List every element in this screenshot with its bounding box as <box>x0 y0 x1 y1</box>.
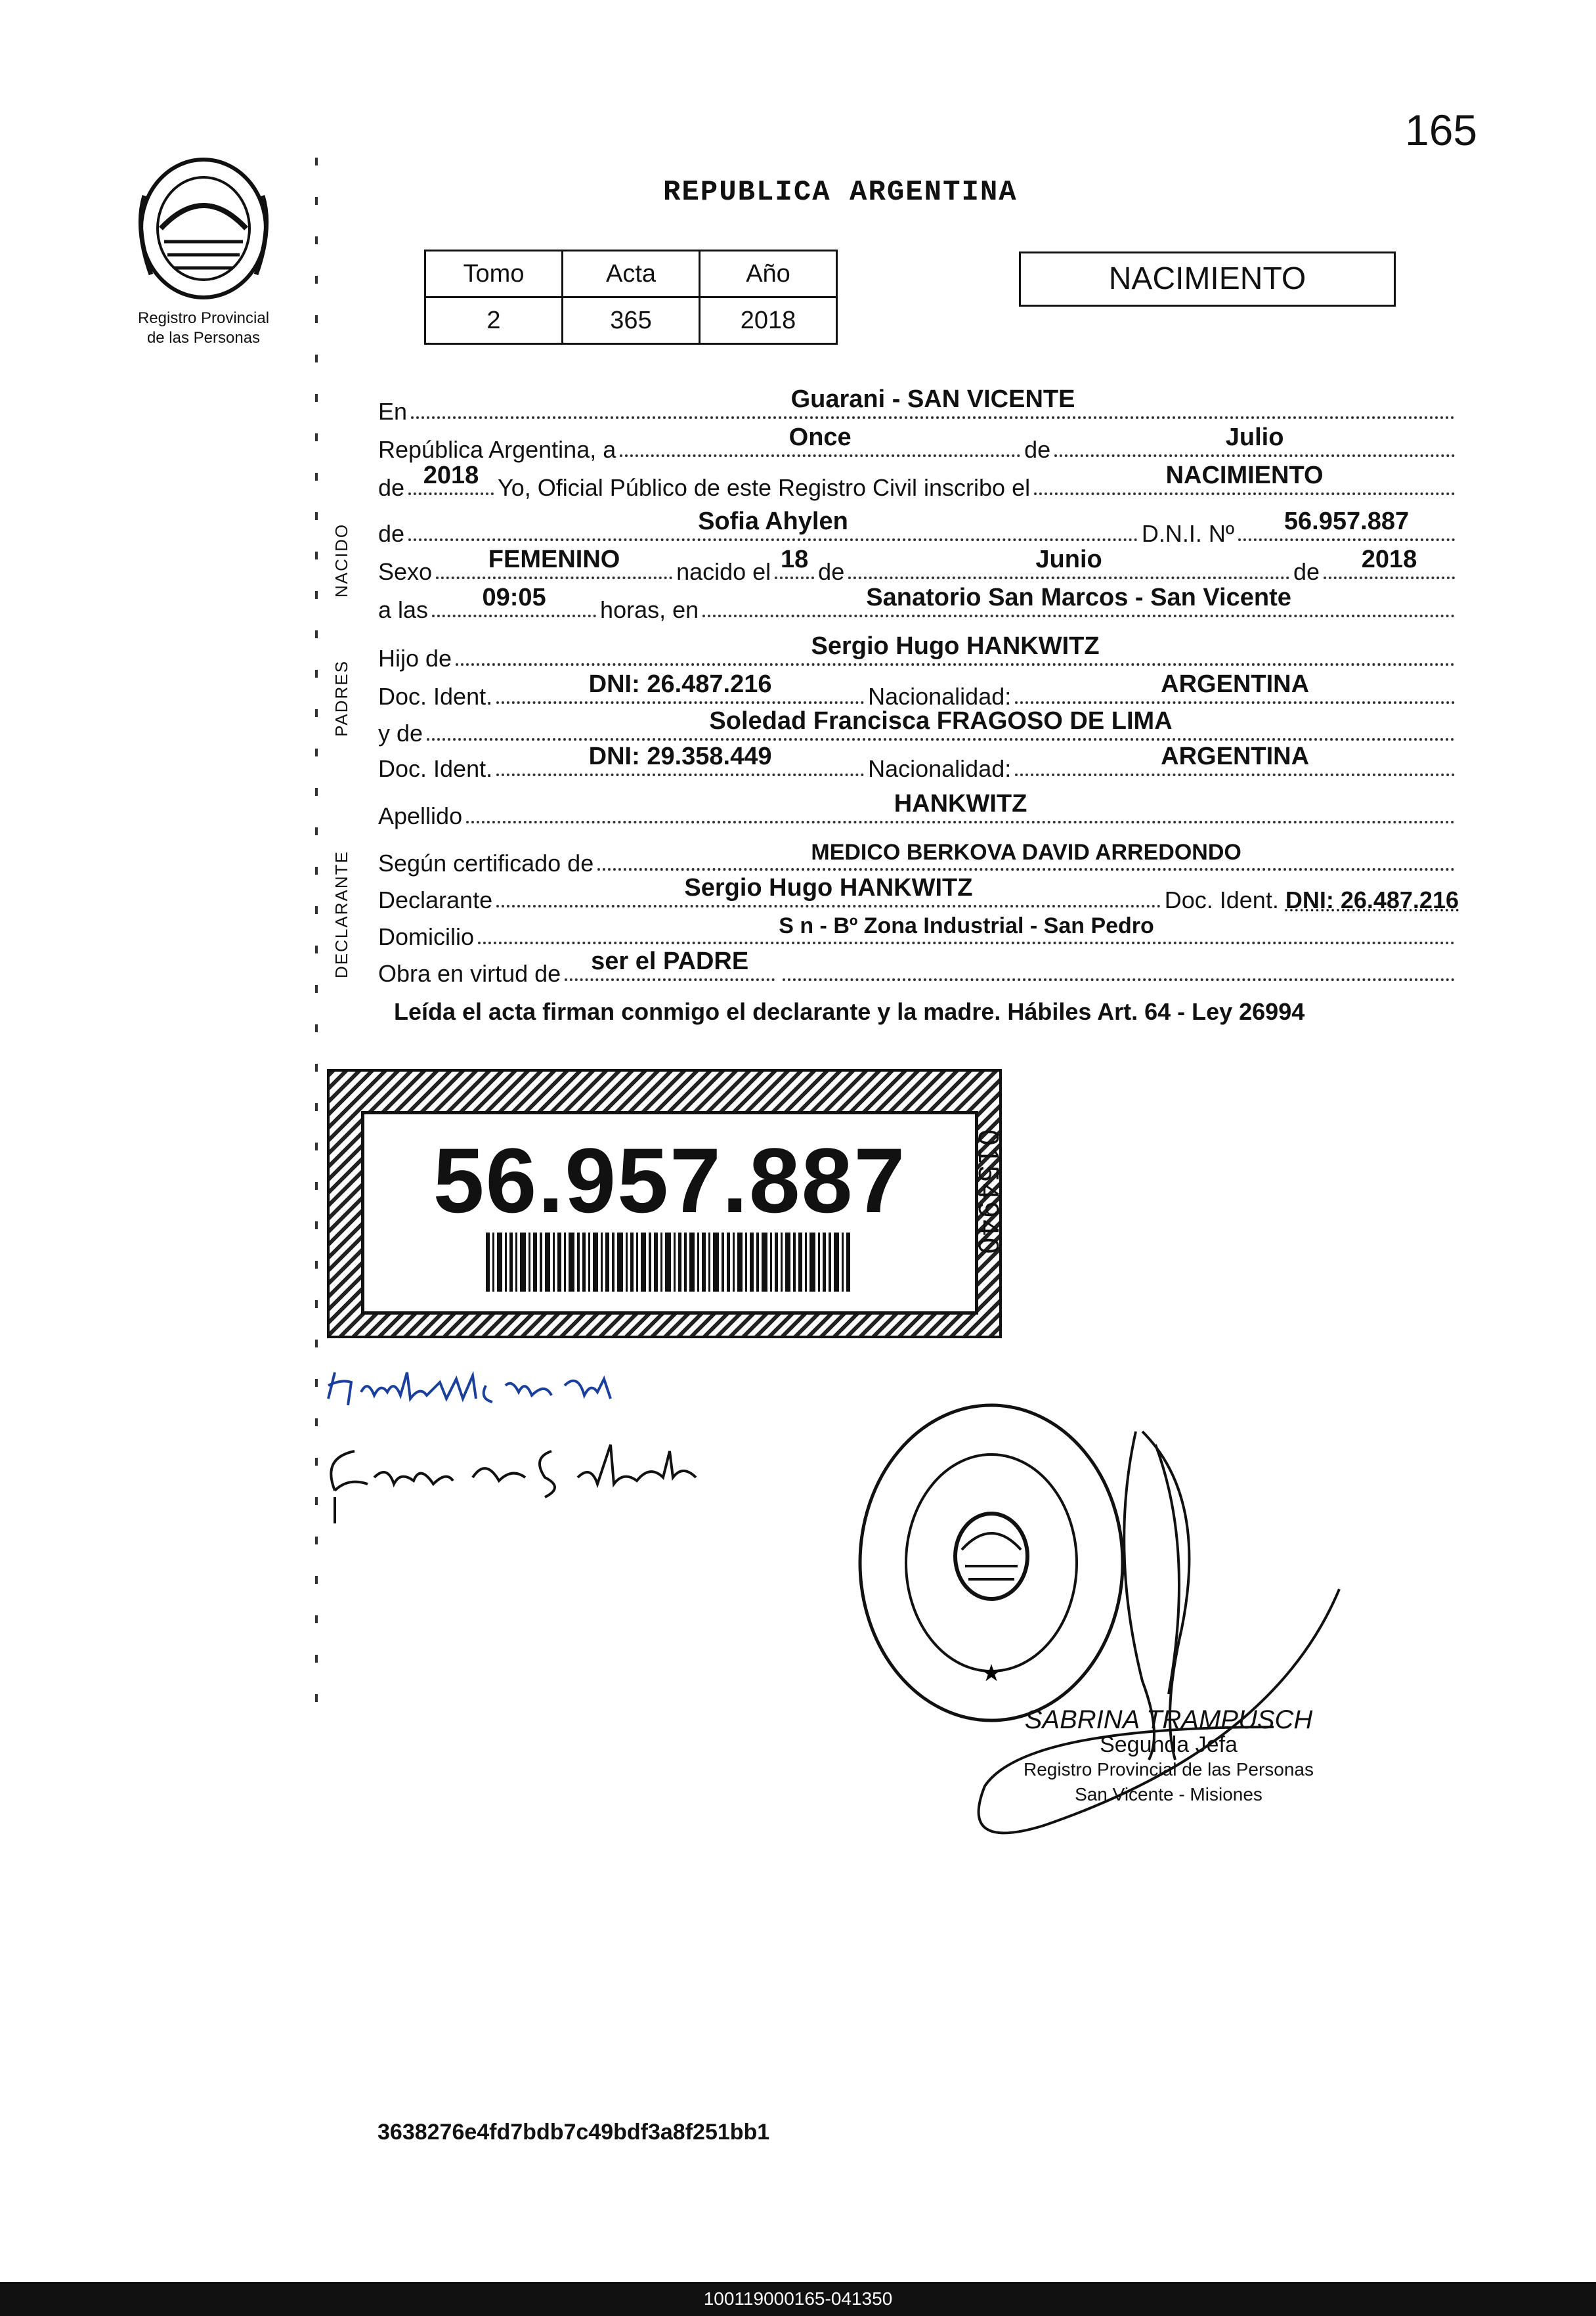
label-declarant: Declarante <box>378 886 493 913</box>
register-value-row <box>425 297 837 344</box>
value-month: Julio <box>1225 424 1284 451</box>
dni-sticker-serial: 0154940 <box>972 1129 1004 1256</box>
dni-sticker <box>327 1069 1002 1338</box>
line-mother-doc <box>378 745 1459 783</box>
margin-tick <box>315 1458 318 1466</box>
margin-tick <box>315 709 318 717</box>
label-father-doc: Doc. Ident. <box>378 683 493 710</box>
margin-tick <box>315 394 318 402</box>
document-title: REPUBLICA ARGENTINA <box>663 176 1018 209</box>
value-mother-nationality: ARGENTINA <box>1161 743 1310 770</box>
margin-tick <box>315 473 318 481</box>
line-time <box>378 586 1459 624</box>
margin-tick <box>315 1655 318 1663</box>
value-mother: Soledad Francisca FRAGOSO DE LIMA <box>709 707 1173 735</box>
signatures-father-mother <box>315 1346 775 1530</box>
margin-tick <box>315 197 318 205</box>
registry-line-1: Registro Provincial <box>137 309 270 327</box>
label-republic: República Argentina, a <box>378 436 616 463</box>
margin-tick <box>315 355 318 362</box>
official-signature <box>945 1418 1352 1891</box>
value-place: Guarani - SAN VICENTE <box>790 385 1075 413</box>
label-mother: y de <box>378 720 423 747</box>
value-year: 2018 <box>423 462 479 489</box>
value-birth-month: Junio <box>1035 546 1102 573</box>
label-sex: Sexo <box>378 558 433 585</box>
label-declarant-doc: Doc. Ident. <box>1164 886 1279 913</box>
line-date <box>378 426 1459 464</box>
value-certificate: MEDICO BERKOVA DAVID ARREDONDO <box>811 840 1241 865</box>
margin-tick <box>315 158 318 165</box>
margin-tick <box>315 433 318 441</box>
margin-tick <box>315 236 318 244</box>
value-surname: HANKWITZ <box>894 790 1027 818</box>
margin-tick <box>315 591 318 599</box>
official-city: San Vicente - Misiones <box>1075 1784 1262 1804</box>
margin-tick <box>315 1182 318 1190</box>
margin-tick <box>315 630 318 638</box>
margin-tick <box>315 827 318 835</box>
value-declarant-doc: DNI: 26.487.216 <box>1285 886 1459 913</box>
document-hash: 3638276e4fd7bdb7c49bdf3a8f251bb1 <box>377 2120 770 2145</box>
margin-tick <box>315 1300 318 1308</box>
margin-tick <box>315 1261 318 1269</box>
side-label-parents: PADRES <box>332 660 351 737</box>
margin-tick <box>315 1537 318 1544</box>
margin-tick <box>315 670 318 678</box>
margin-tick <box>315 749 318 756</box>
line-name <box>378 510 1459 548</box>
record-type-box: NACIMIENTO <box>1019 251 1396 307</box>
line-mother <box>378 709 1459 747</box>
dni-sticker-number: 56.957.887 <box>433 1129 907 1232</box>
line-year <box>378 464 1459 502</box>
value-father-nationality: ARGENTINA <box>1161 670 1310 698</box>
label-mother-nationality: Nacionalidad: <box>868 755 1012 782</box>
line-place <box>378 387 1459 426</box>
margin-tick <box>315 1340 318 1347</box>
label-father: Hijo de <box>378 645 452 672</box>
value-dni: 56.957.887 <box>1283 508 1410 535</box>
margin-tick <box>315 788 318 796</box>
value-acta: 365 <box>563 297 700 344</box>
margin-tick <box>315 1694 318 1702</box>
value-time: 09:05 <box>482 584 546 611</box>
margin-tick <box>315 867 318 875</box>
label-capacity: Obra en virtud de <box>378 960 561 987</box>
provincial-seal-icon <box>131 156 276 307</box>
value-birth-year: 2018 <box>1361 546 1417 573</box>
registry-name <box>105 309 302 348</box>
read-note: Leída el acta firman conmigo el declarante y la madre. Hábiles Art. 64 - Ley 26994 <box>394 998 1305 1025</box>
label-de: de <box>1024 436 1051 463</box>
label-surname: Apellido <box>378 802 463 829</box>
value-declarant: Sergio Hugo HANKWITZ <box>684 874 973 902</box>
header-acta: Acta <box>563 251 700 297</box>
value-ano: 2018 <box>700 297 837 344</box>
line-sex <box>378 548 1459 586</box>
margin-tick <box>315 552 318 559</box>
svg-text:★: ★ <box>980 1659 1003 1686</box>
label-born: nacido el <box>676 558 771 585</box>
label-father-nationality: Nacionalidad: <box>868 683 1012 710</box>
line-capacity <box>378 950 1459 988</box>
dni-sticker-inner <box>361 1111 978 1315</box>
value-capacity: ser el PADRE <box>591 948 749 975</box>
side-label-declarant: DECLARANTE <box>332 850 351 978</box>
side-label-born: NACIDO <box>332 523 351 598</box>
value-tomo: 2 <box>425 297 563 344</box>
value-address: S n - Bº Zona Industrial - San Pedro <box>779 913 1154 938</box>
line-certificate <box>378 839 1459 877</box>
official-signature-block <box>1018 1707 1320 1807</box>
label-certificate: Según certificado de <box>378 850 594 877</box>
value-father-doc: DNI: 26.487.216 <box>588 670 772 698</box>
register-table <box>424 250 838 345</box>
margin-tick <box>315 276 318 284</box>
official-role: Segunda Jefa <box>1100 1732 1238 1757</box>
margin-tick <box>315 1576 318 1584</box>
value-birth-place: Sanatorio San Marcos - San Vicente <box>866 584 1291 611</box>
label-de-birth: de <box>818 558 845 585</box>
label-de-year: de <box>378 474 405 501</box>
value-mother-doc: DNI: 29.358.449 <box>588 743 772 770</box>
value-day: Once <box>788 424 852 451</box>
label-address: Domicilio <box>378 923 475 950</box>
label-time: a las <box>378 596 429 623</box>
label-mother-doc: Doc. Ident. <box>378 755 493 782</box>
margin-tick <box>315 906 318 914</box>
value-father: Sergio Hugo HANKWITZ <box>811 632 1100 660</box>
label-de-name: de <box>378 520 405 547</box>
register-header-row <box>425 251 837 297</box>
value-sex: FEMENINO <box>488 546 620 573</box>
header-tomo: Tomo <box>425 251 563 297</box>
label-hours: horas, en <box>600 596 699 623</box>
margin-tick <box>315 985 318 993</box>
footer-bar <box>0 2282 1596 2316</box>
label-official: Yo, Oficial Público de este Registro Civil inscribo el <box>498 474 1031 501</box>
margin-tick <box>315 1103 318 1111</box>
line-father-doc <box>378 672 1459 710</box>
line-surname <box>378 792 1459 830</box>
line-declarant <box>378 876 1459 914</box>
margin-tick <box>315 1024 318 1032</box>
margin-tick <box>315 1497 318 1505</box>
label-en: En <box>378 398 408 425</box>
page-number: 165 <box>1405 106 1478 154</box>
value-birth-day: 18 <box>781 546 809 573</box>
margin-tick <box>315 1221 318 1229</box>
margin-tick <box>315 1064 318 1072</box>
margin-tick <box>315 1379 318 1387</box>
line-father <box>378 634 1459 672</box>
official-org: Registro Provincial de las Personas <box>1024 1759 1314 1780</box>
margin-tick <box>315 512 318 520</box>
line-address <box>378 913 1459 951</box>
margin-tick <box>315 1143 318 1150</box>
margin-tick <box>315 946 318 953</box>
label-dni: D.N.I. Nº <box>1141 520 1234 547</box>
value-event: NACIMIENTO <box>1165 462 1324 489</box>
margin-tick <box>315 1418 318 1426</box>
official-name: SABRINA TRAMPUSCH <box>1024 1705 1313 1734</box>
registry-line-2: de las Personas <box>146 329 261 347</box>
barcode-icon <box>486 1233 853 1292</box>
footer-code: 100119000165-041350 <box>703 2288 893 2309</box>
margin-tick <box>315 1615 318 1623</box>
header-ano: Año <box>700 251 837 297</box>
margin-tick <box>315 315 318 323</box>
label-de-birth-year: de <box>1293 558 1320 585</box>
value-name: Sofia Ahylen <box>698 508 848 535</box>
